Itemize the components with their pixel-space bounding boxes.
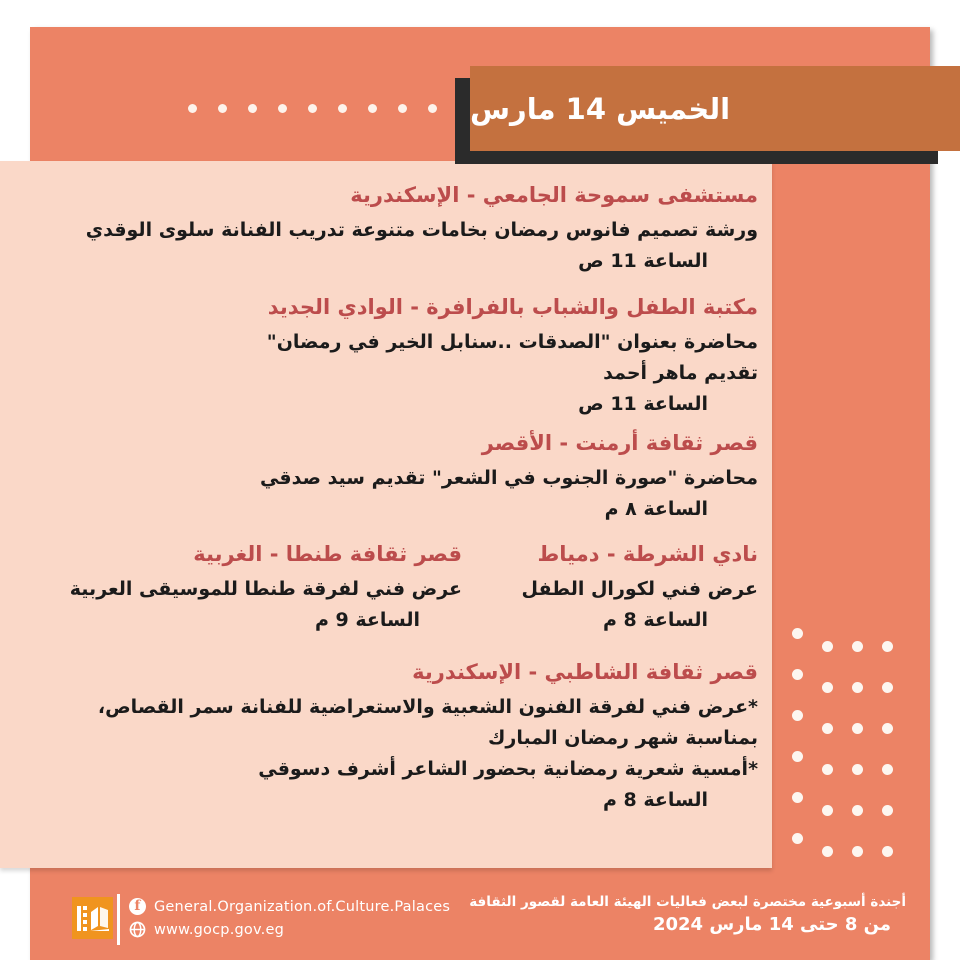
event-time: الساعة 8 م <box>602 609 708 631</box>
dot <box>822 805 833 816</box>
event-time: الساعة 11 ص <box>578 393 708 415</box>
website-url: www.gocp.gov.eg <box>154 921 284 938</box>
event-description: *عرض فني لفرقة الفنون الشعبية والاستعراضية للفنانة سمر القصاص، <box>97 696 758 718</box>
dot <box>792 628 803 639</box>
dot <box>428 104 437 113</box>
dot <box>792 792 803 803</box>
venue-title: قصر ثقافة الشاطبي - الإسكندرية <box>412 660 758 684</box>
event-farafra-library <box>30 291 758 420</box>
dot <box>882 641 893 652</box>
event-armant-palace <box>30 427 758 525</box>
date-band <box>470 66 960 151</box>
event-tanta-palace <box>30 538 462 636</box>
dot <box>852 846 863 857</box>
event-description: عرض فني لفرقة طنطا للموسيقى العربية <box>69 578 462 600</box>
event-two-columns <box>30 538 758 636</box>
facebook-row <box>129 898 450 915</box>
website-row <box>129 921 284 938</box>
dot <box>852 764 863 775</box>
event-description: *أمسية شعرية رمضانية بحضور الشاعر أشرف دسوقي <box>258 758 758 780</box>
band-shadow <box>455 150 938 164</box>
agenda-note-text: أجندة أسبوعية مختصرة لبعض فعاليات الهيئة العامة لقصور الثقافة <box>469 894 906 910</box>
dot <box>792 833 803 844</box>
gocp-logo <box>72 897 113 939</box>
event-police-club-damietta <box>462 538 758 636</box>
dot <box>882 805 893 816</box>
dot <box>248 104 257 113</box>
dot <box>852 805 863 816</box>
dot <box>308 104 317 113</box>
globe-icon <box>129 921 146 938</box>
dot <box>188 104 197 113</box>
dot <box>882 723 893 734</box>
dot <box>792 669 803 680</box>
dot <box>792 751 803 762</box>
dot <box>822 723 833 734</box>
dot <box>792 710 803 721</box>
event-description: محاضرة بعنوان "الصدقات ..سنابل الخير في رمضان" <box>266 331 758 353</box>
dot <box>882 846 893 857</box>
venue-title: قصر ثقافة أرمنت - الأقصر <box>481 431 758 455</box>
event-description: ورشة تصميم فانوس رمضان بخامات متنوعة تدريب الفنانة سلوى الوقدي <box>85 219 758 241</box>
event-description: محاضرة "صورة الجنوب في الشعر" تقديم سيد صدقي <box>259 467 758 489</box>
dot <box>882 764 893 775</box>
dot <box>368 104 377 113</box>
event-presenter: تقديم ماهر أحمد <box>603 362 758 384</box>
dot <box>398 104 407 113</box>
dot <box>882 682 893 693</box>
event-smouha-hospital <box>30 179 758 277</box>
events-panel <box>0 161 772 868</box>
facebook-page-name: General.Organization.of.Culture.Palaces <box>154 898 451 915</box>
footer-agenda-note <box>469 892 906 937</box>
dot <box>822 846 833 857</box>
event-time: الساعة 9 م <box>314 609 420 631</box>
event-description: بمناسبة شهر رمضان المبارك <box>487 727 758 749</box>
event-time: الساعة ٨ م <box>604 498 708 520</box>
dot <box>852 723 863 734</box>
top-dots-row <box>188 104 437 113</box>
dot <box>822 682 833 693</box>
agenda-date-range: من 8 حتى 14 مارس 2024 <box>652 914 891 935</box>
event-description: عرض فني لكورال الطفل <box>521 578 758 600</box>
dot <box>822 641 833 652</box>
footer-divider <box>117 894 120 945</box>
venue-title: مكتبة الطفل والشباب بالفرافرة - الوادي الجديد <box>267 295 758 319</box>
event-time: الساعة 8 م <box>602 789 708 811</box>
venue-title: نادي الشرطة - دمياط <box>537 542 758 566</box>
event-time: الساعة 11 ص <box>578 250 708 272</box>
dot <box>338 104 347 113</box>
dot <box>822 764 833 775</box>
dot <box>218 104 227 113</box>
event-shatby-palace <box>30 656 758 816</box>
dot <box>852 682 863 693</box>
venue-title: مستشفى سموحة الجامعي - الإسكندرية <box>350 183 758 207</box>
date-title: الخميس 14 مارس <box>470 91 731 126</box>
dot <box>278 104 287 113</box>
facebook-icon: f <box>129 898 146 915</box>
dot <box>852 641 863 652</box>
right-dots-grid <box>792 628 902 868</box>
venue-title: قصر ثقافة طنطا - الغربية <box>193 542 462 566</box>
